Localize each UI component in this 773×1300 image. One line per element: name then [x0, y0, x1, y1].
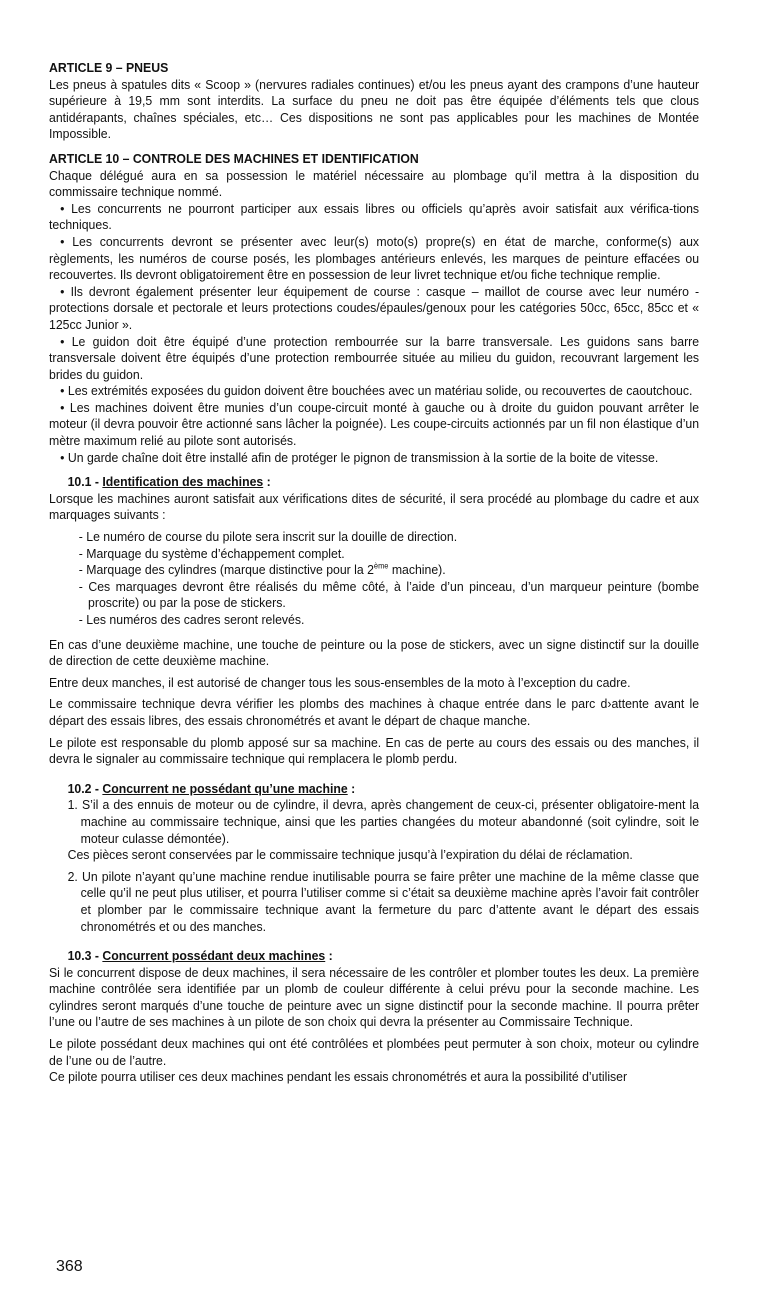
numbered-list: [49, 869, 699, 935]
bullet-text: Un garde chaîne doit être installé afin de protéger le pignon de transmission à la sortie de la boite de vitesse.: [67, 449, 659, 465]
bullet-item: [49, 201, 699, 234]
bullet-glyph: •: [60, 283, 65, 299]
bullet-glyph: •: [60, 233, 65, 249]
section-colon: :: [263, 474, 271, 490]
section-10-1-heading: [49, 474, 699, 491]
bullet-glyph: •: [60, 399, 65, 415]
numbered-list: [49, 797, 699, 847]
list-item: - Les numéros des cadres seront relevés.: [78, 612, 305, 627]
bullet-glyph: •: [60, 200, 65, 216]
article-10-heading: ARTICLE 10 – CONTROLE DES MACHINES ET IDENTIFICATION: [49, 150, 419, 166]
section-number: 10.2 -: [67, 780, 103, 796]
bullet-text: Le guidon doit être équipé d’une protection rembourrée sur la barre transversale. Les guidons sans barre transversale doivent être équipés d’une protection rembourrée située au milieu du guidon, recouvrant largement les brides du guidon.: [49, 333, 700, 382]
article-9-heading: ARTICLE 9 – PNEUS: [49, 60, 169, 75]
paragraph: Entre deux manches, il est autorisé de changer tous les sous-ensembles de la moto à l’exception du cadre.: [49, 674, 631, 690]
section-title: Identification des machines: [102, 474, 264, 490]
section-number: 10.3 -: [67, 948, 103, 964]
section-10-1-intro: Lorsque les machines auront satisfait aux vérifications dites de sécurité, il sera procédé au plombage du cadre et aux marquages suivants :: [49, 490, 700, 523]
list-item: - Marquage du système d’échappement complet.: [78, 545, 345, 561]
section-colon: :: [325, 948, 333, 964]
bullet-text: Les concurrents ne pourront participer aux essais libres ou officiels qu’après avoir satisfait aux vérifica-tions techniques.: [49, 200, 700, 233]
list-item-tail: machine).: [388, 562, 446, 578]
superscript: ème: [373, 561, 389, 571]
bullet-text: Ils devront également présenter leur équipement de course : casque – maillot de course avec leur numéro - protections dorsale et pectorale et leurs protections coudes/épaules/genoux pour les catégories 50cc, 65cc, 85cc et « 125cc Junior ».: [49, 283, 700, 332]
bullet-glyph: •: [60, 333, 65, 349]
bullet-text: Les concurrents devront se présenter avec leur(s) moto(s) propre(s) en état de marche, conforme(s) aux règlements, les numéros de course posés, les plombages antérieurs enlevés, les marques de peinture effacées ou recouvertes. Ils devront obligatoirement être en possession de leur livret technique et/ou fiche technique remplie.: [49, 233, 700, 283]
paragraph: Le pilote est responsable du plomb apposé sur sa machine. En cas de perte au cours des essais ou des manches, il devra le signaler au commissaire technique qui remplacera le plomb perdu.: [49, 734, 700, 767]
paragraph: Le pilote possédant deux machines qui ont été contrôlées et plombées peut permuter à son choix, moteur ou cylindre de l’une ou de l’autre.: [49, 1036, 700, 1068]
marking-list: [49, 529, 699, 629]
page-content: [49, 60, 699, 1086]
list-item: - Le numéro de course du pilote sera inscrit sur la douille de direction.: [78, 529, 458, 545]
bullet-text: Les extrémités exposées du guidon doivent être bouchées avec un matériau solide, ou recouvertes de caoutchouc.: [67, 383, 693, 399]
paragraph: Si le concurrent dispose de deux machines, il sera nécessaire de les contrôler et plomber toutes les deux. La première machine contrôlée sera identifiée par un plomb de couleur différente à celui prévu pour la seconde machine. Les cylindres seront marqués d’une touche de peinture avec un signe distinctif pour la seconde machine. Il pourra prêter l’une ou l’autre de ses machines à un pilote de son choix qui devra la présenter au Commissaire Technique.: [49, 964, 700, 1030]
list-item: - Ces marquages devront être réalisés du même côté, à l’aide d’un pinceau, d’un marqueur peinture (bombe proscrite) ou par la pose de stickers.: [78, 578, 700, 611]
page-number: 368: [56, 1258, 83, 1275]
bullet-item: [49, 234, 699, 284]
bullet-item: [49, 400, 699, 450]
section-title: Concurrent possédant deux machines: [102, 948, 326, 964]
bullet-glyph: •: [60, 449, 65, 465]
list-item-text: - Marquage des cylindres (marque distinctive pour la 2: [78, 562, 374, 578]
bullet-text: Les machines doivent être munies d’un coupe-circuit monté à gauche ou à droite du guidon pouvant arrêter le moteur (il devra pouvoir être actionné sans lâcher la poignée). Les coupe-circuits actionnés par un fil non élastique d’un mètre maximum relié au pilote sont autorisés.: [49, 399, 700, 449]
section-10-2-heading: [49, 781, 699, 798]
bullet-glyph: •: [60, 383, 65, 399]
section-colon: :: [347, 780, 356, 796]
bullet-item: [49, 334, 699, 384]
article-10-intro: Chaque délégué aura en sa possession le matériel nécessaire au plombage qu’il mettra à la disposition du commissaire technique nommé.: [49, 167, 700, 200]
list-item: [79, 562, 699, 579]
bullet-item: [49, 284, 699, 334]
list-item: 2. Un pilote n’ayant qu’une machine rendue inutilisable pourra se faire prêter une machine de la même classe que celle qu’il ne peut plus utiliser, et pourra l’utiliser comme si c’était sa deuxième machine après l’avoir fait contrôler et plomber par le commissaire technique avant la fermeture du parc d’attente avant le départ des essais chronométrés et ou des manches.: [67, 868, 700, 934]
paragraph: En cas d’une deuxième machine, une touche de peinture ou la pose de stickers, avec un signe distinctif sur la douille de direction de cette deuxième machine.: [49, 636, 700, 669]
section-number: 10.1 -: [67, 474, 103, 490]
paragraph: Le commissaire technique devra vérifier les plombs des machines à chaque entrée dans le parc d›attente avant le départ des essais libres, des essais chronométrés et avant le départ de chaque manche.: [49, 696, 700, 728]
section-title: Concurrent ne possédant qu’une machine: [102, 780, 348, 796]
list-item: 1. S’il a des ennuis de moteur ou de cylindre, il devra, après changement de ceux-ci, présenter obligatoire-ment la machine au commissaire technique, ainsi que les parties changées du moteur abandonné (soit cylindre, soit le moteur culasse démontée).: [67, 797, 700, 846]
paragraph: Ces pièces seront conservées par le commissaire technique jusqu’à l’expiration du délai de réclamation.: [67, 847, 633, 863]
bullet-item: [49, 383, 699, 400]
article-9-text: Les pneus à spatules dits « Scoop » (nervures radiales continues) et/ou les pneus ayant des crampons d’une hauteur supérieure à 19,5 mm sont interdits. La surface du pneu ne doit pas être équipée d’éléments tels que clous antidérapants, chaînes spéciales, etc… Ces dispositions ne sont pas applicables pour les machines de Montée Impossible.: [49, 76, 700, 142]
section-10-3-heading: [49, 948, 699, 965]
bullet-item: [49, 450, 699, 467]
paragraph: Ce pilote pourra utiliser ces deux machines pendant les essais chronométrés et aura la possibilité d’utiliser: [49, 1069, 628, 1085]
